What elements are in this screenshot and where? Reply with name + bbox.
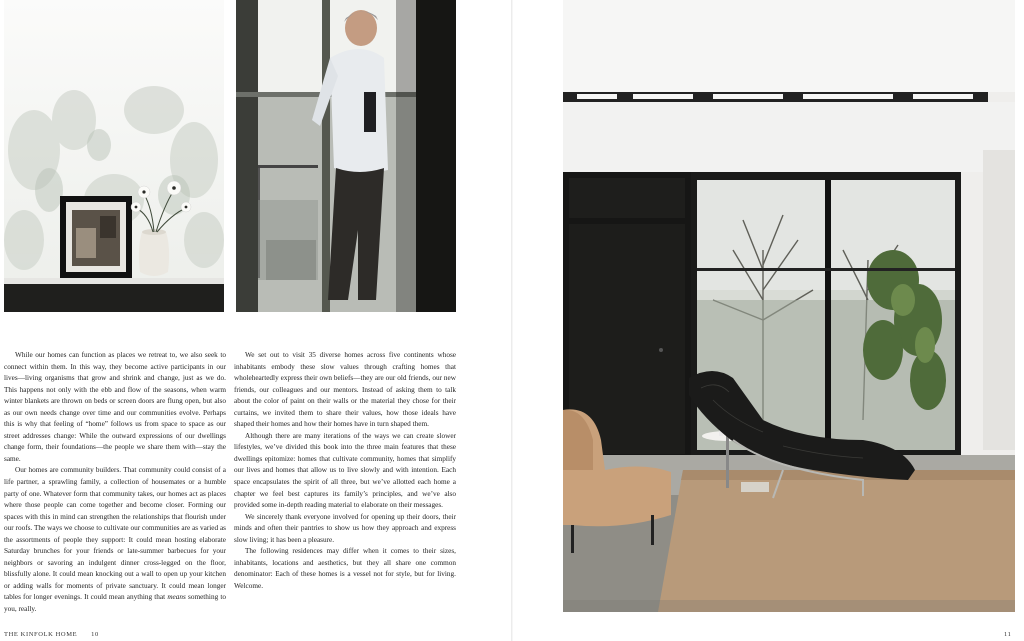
emphasis-text: means: [167, 593, 186, 602]
body-text-column-1: [4, 350, 226, 616]
paragraph: The following residences may differ when it comes to their sizes, inhabitants, locations and aesthetics, but they all share one common denominator: Each of these homes is a vessel not for style, but for living. Welcome.: [234, 547, 456, 590]
paragraph: [4, 465, 226, 615]
paragraph: We set out to visit 35 diverse homes across five continents whose inhabitants embody these slow values through crafting homes that wholeheartedly express their own beliefs—they are our old friends, our new friends, our colleagues and our mentors. Instead of asking them to talk about the color of paint on their walls or the material they chose for their curtains, we invited them to share their values, how those ideals have shaped their homes and how their homes have in turn shaped them.: [234, 351, 456, 429]
body-text-column-2: [234, 350, 456, 592]
still-life-photo: [4, 0, 224, 312]
man-walking-photo: [236, 0, 456, 312]
paragraph-tail: something to you, really.: [4, 593, 226, 614]
paragraph-text: Our homes are community builders. That community could consist of a life partner, a sprawling family, a collection of housemates or a humble party of one. Whatever form that community takes, our homes act as places where those people can come together and become closer. Forming our spaces with this in mind can strengthen the relationships that flourish under our roofs. The ways we choose to cultivate our communities are as varied as the assortments of people they support: It could mean hosting elaborate Saturday brunches for your friends or late-summer barbecues for your neighbors or savoring an indulgent dinner cross-legged on the floor, blissfully alone. It could mean knocking out a wall to open up your kitchen or adding walls for moments of private sanctuary. It could mean longer tables for longer evenings. It could mean anything that: [4, 466, 226, 602]
running-title: THE KINFOLK HOME: [4, 631, 78, 638]
folio-left: [4, 631, 99, 638]
page-number-right: 11: [1004, 631, 1012, 638]
paragraph: Although there are many iterations of the ways we can create slower lifestyles, we’ve divided this book into the three main features that these dwellings epitomize: homes that cultivate community, homes that simplify our lives and homes that allow us to live slowly and with intention. Each space encapsulates the spirit of all three, but we’ve allotted each home a chapter we feel best captures its family’s principles, and we’ve also provided some in-depth reading material to elaborate on their messages.: [234, 431, 456, 510]
book-gutter: [511, 0, 513, 641]
paragraph: We sincerely thank everyone involved for opening up their doors, their minds and often their pantries to show us how they approach and express slow living; it has been a pleasure.: [234, 512, 456, 544]
living-room-photo: [563, 0, 1015, 612]
paragraph: While our homes can function as places we retreat to, we also seek to connect within them. In this way, they become active participants in our lives—living organisms that grow and shrink and change, just as we do. This happens not only with the ebb and flow of the seasons, when warm winter blankets are thrown on beds or screen doors are flung open, but also as our own needs change over time and our communities evolve. Perhaps this is why that feeling of “home” follows us from space to space as our street addresses change: While the outward expressions of our dwellings change form, their foundations—the people we share them with—stay the same.: [4, 351, 226, 463]
page-number-left: 10: [91, 631, 99, 638]
